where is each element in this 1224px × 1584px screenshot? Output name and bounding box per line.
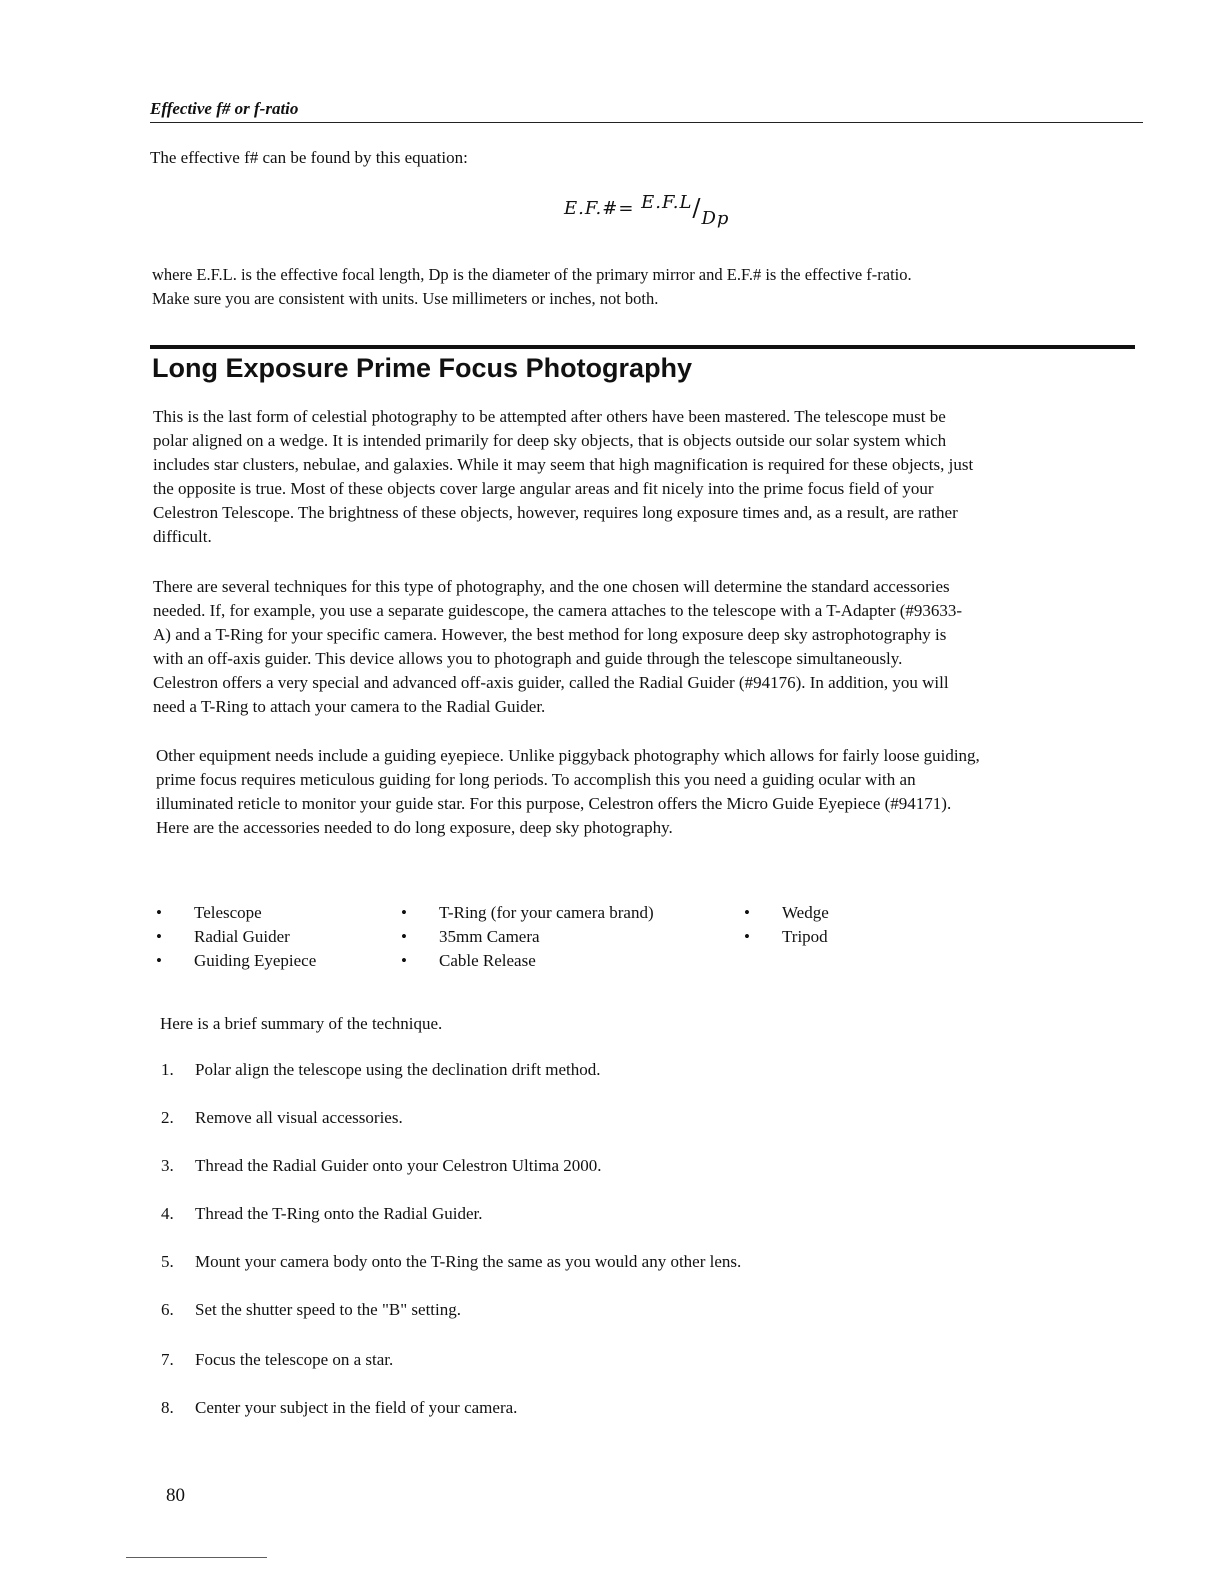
list-item: • T-Ring (for your camera brand) [401,901,654,925]
list-item: • Tripod [744,925,829,949]
accessories-column-1 [156,901,316,973]
accessories-column-2 [401,901,654,973]
step-item: 7. Focus the telescope on a star. [161,1350,394,1369]
list-item: • Cable Release [401,949,654,973]
definition-line: where E.F.L. is the effective focal length, Dp is the diameter of the primary mirror and E.F.# is the effective f-ratio. [152,265,912,284]
paragraph-line: the opposite is true. Most of these objects cover large angular areas and fit nicely into the prime focus field of your [153,479,934,498]
step-item: 5. Mount your camera body onto the T-Ring the same as you would any other lens. [161,1252,742,1271]
main-heading: Long Exposure Prime Focus Photography [152,353,693,383]
section-rule [150,122,1143,123]
paragraph-line: This is the last form of celestial photography to be attempted after others have been mastered. The telescope must be [153,407,946,426]
bullet-icon: • [744,903,750,922]
paragraph-line: needed. If, for example, you use a separate guidescope, the camera attaches to the telescope with a T-Adapter (#93633- [153,601,963,620]
paragraph-line: There are several techniques for this type of photography, and the one chosen will determine the standard accessories [153,577,950,596]
bullet-icon: • [744,927,750,946]
section-heading: Effective f# or f-ratio [150,99,299,118]
bullet-icon: • [401,951,407,970]
equation [564,192,730,229]
paragraph-line: A) and a T-Ring for your specific camera. However, the best method for long exposure deep sky astrophotography is [153,625,947,644]
list-item: • Telescope [156,901,316,925]
paragraph-line: includes star clusters, nebulae, and galaxies. While it may seem that high magnification is required for these objects, just [153,455,974,474]
list-item: • 35mm Camera [401,925,654,949]
intro-line: The effective f# can be found by this equation: [150,148,468,167]
paragraph-line: with an off-axis guider. This device allows you to photograph and guide through the telescope simultaneously. [153,649,903,668]
step-item: 1. Polar align the telescope using the declination drift method. [161,1060,601,1079]
bullet-icon: • [156,951,162,970]
list-item: • Radial Guider [156,925,316,949]
paragraph-line: Celestron offers a very special and advanced off-axis guider, called the Radial Guider (#94176). In addition, you will [153,673,949,692]
paragraph-line: illuminated reticle to monitor your guide star. For this purpose, Celestron offers the Micro Guide Eyepiece (#94171). [156,794,952,813]
paragraph-line: need a T-Ring to attach your camera to the Radial Guider. [153,697,546,716]
equation-numerator: E.F.L [641,192,693,213]
page-number: 80 [166,1485,185,1506]
step-item: 2. Remove all visual accessories. [161,1108,403,1127]
definitions [152,263,912,311]
paragraph-line: difficult. [153,527,212,546]
paragraph-2 [153,575,962,719]
equation-denominator: Dp [701,208,730,229]
paragraph-3 [156,744,980,840]
list-item: • Guiding Eyepiece [156,949,316,973]
step-item: 3. Thread the Radial Guider onto your Celestron Ultima 2000. [161,1156,602,1175]
summary-intro: Here is a brief summary of the technique. [160,1014,443,1033]
bullet-icon: • [156,927,162,946]
bullet-icon: • [401,927,407,946]
paragraph-line: Other equipment needs include a guiding eyepiece. Unlike piggyback photography which allows for fairly loose guiding, [156,746,980,765]
list-item: • Wedge [744,901,829,925]
bullet-icon: • [156,903,162,922]
step-item: 8. Center your subject in the field of your camera. [161,1398,518,1417]
footer-rule [126,1557,267,1558]
accessories-column-3 [744,901,829,949]
paragraph-line: prime focus requires meticulous guiding for long periods. To accomplish this you need a guiding ocular with an [156,770,916,789]
step-item: 6. Set the shutter speed to the "B" setting. [161,1300,462,1319]
paragraph-line: polar aligned on a wedge. It is intended primarily for deep sky objects, that is objects outside our solar system which [153,431,947,450]
equation-slash: / [692,194,702,222]
paragraph-line: Here are the accessories needed to do long exposure, deep sky photography. [156,818,673,837]
paragraph-1 [153,405,973,549]
heading-rule [150,345,1135,349]
step-item: 4. Thread the T-Ring onto the Radial Guider. [161,1204,483,1223]
equation-lhs: E.F.#= [564,198,635,219]
bullet-icon: • [401,903,407,922]
paragraph-line: Celestron Telescope. The brightness of these objects, however, requires long exposure times and, as a result, are rather [153,503,958,522]
definition-line: Make sure you are consistent with units. Use millimeters or inches, not both. [152,289,659,308]
